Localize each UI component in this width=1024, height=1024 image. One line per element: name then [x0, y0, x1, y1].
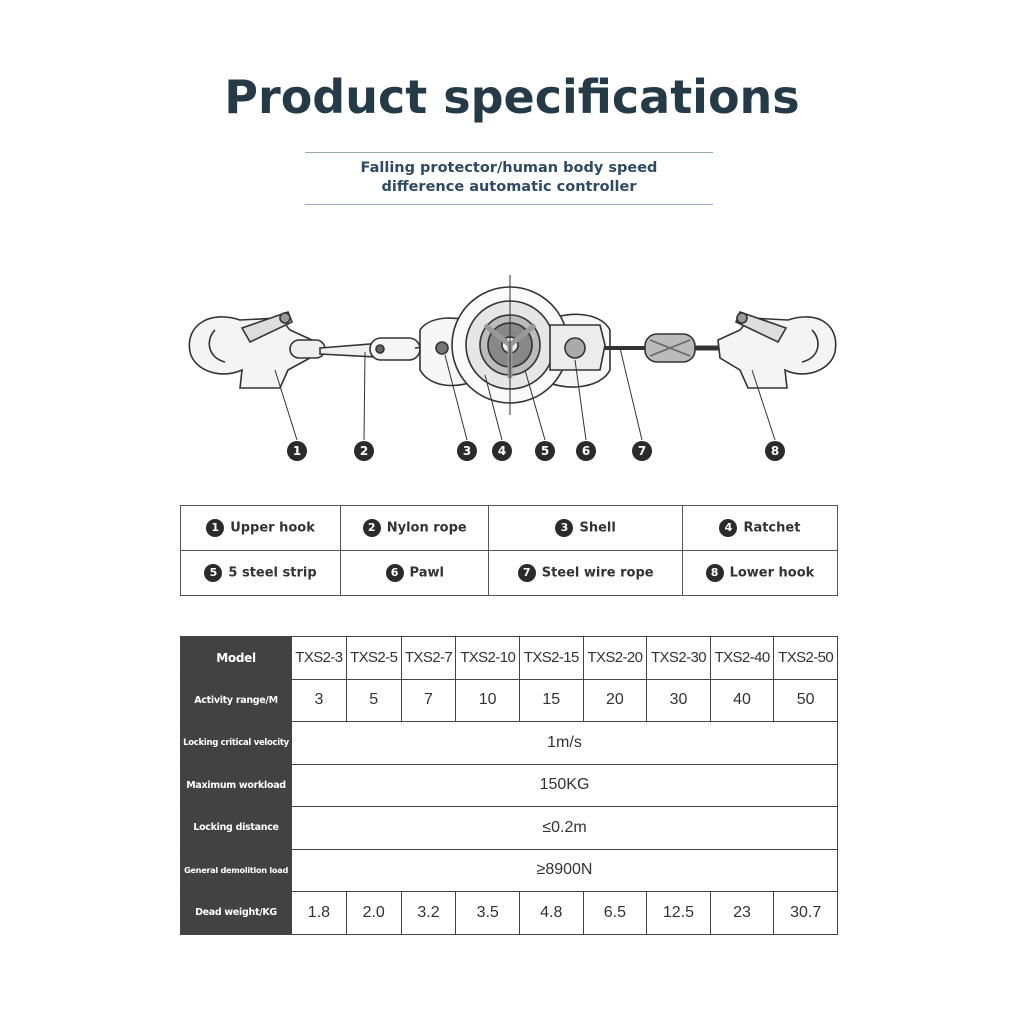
part-cell: [489, 506, 682, 551]
part-label: Ratchet: [743, 520, 801, 536]
diagram-number-2: 2: [354, 441, 374, 461]
diagram-number-1: 1: [287, 441, 307, 461]
part-number: 4: [719, 519, 737, 537]
diagram-number-6: 6: [576, 441, 596, 461]
range-cell: 10: [456, 679, 520, 722]
weight-cell: 30.7: [774, 892, 838, 935]
subtitle-box: [305, 152, 713, 205]
part-label: Nylon rope: [386, 520, 467, 536]
diagram-number-4: 4: [492, 441, 512, 461]
part-label: Pawl: [409, 565, 444, 581]
part-number: 3: [555, 519, 573, 537]
demolition-value: ≥8900N: [292, 849, 838, 892]
page-title: Product specifications: [224, 70, 800, 124]
specification-table: [180, 636, 838, 935]
range-cell: 3: [292, 679, 347, 722]
velocity-value: 1m/s: [292, 722, 838, 765]
part-cell: [181, 551, 341, 596]
weight-cell: 6.5: [583, 892, 647, 935]
weight-cell: 23: [710, 892, 774, 935]
weight-cell: 1.8: [292, 892, 347, 935]
table-row: [181, 764, 838, 807]
part-label: Steel wire rope: [541, 565, 654, 581]
part-cell: [682, 551, 837, 596]
diagram-number-3: 3: [457, 441, 477, 461]
subtitle-line-1: Falling protector/human body speed: [360, 160, 658, 176]
range-cell: 20: [583, 679, 647, 722]
weight-cell: 4.8: [519, 892, 583, 935]
diagram-number-8: 8: [765, 441, 785, 461]
row-header-activity-range: Activity range/M: [181, 679, 292, 722]
model-cell: TXS2-5: [346, 637, 401, 680]
row-header-maximum-workload: Maximum workload: [181, 764, 292, 807]
model-cell: TXS2-15: [519, 637, 583, 680]
model-cell: TXS2-20: [583, 637, 647, 680]
weight-cell: 3.2: [401, 892, 456, 935]
row-header-locking-velocity: Locking critical velocity: [181, 722, 292, 765]
product-diagram: [180, 270, 850, 470]
table-row: [181, 892, 838, 935]
part-cell: [489, 551, 682, 596]
table-row: [181, 679, 838, 722]
model-cell: TXS2-10: [456, 637, 520, 680]
model-cell: TXS2-40: [710, 637, 774, 680]
row-header-model: Model: [181, 637, 292, 680]
range-cell: 30: [647, 679, 711, 722]
model-cell: TXS2-50: [774, 637, 838, 680]
model-cell: TXS2-7: [401, 637, 456, 680]
table-row: [181, 637, 838, 680]
row-header-dead-weight: Dead weight/KG: [181, 892, 292, 935]
range-cell: 40: [710, 679, 774, 722]
weight-cell: 3.5: [456, 892, 520, 935]
model-cell: TXS2-30: [647, 637, 711, 680]
part-cell: [341, 551, 489, 596]
part-cell: [341, 506, 489, 551]
diagram-number-5: 5: [535, 441, 555, 461]
row-header-locking-distance: Locking distance: [181, 807, 292, 850]
weight-cell: 12.5: [647, 892, 711, 935]
row-header-demolition-load: General demolition load: [181, 849, 292, 892]
part-number: 5: [204, 564, 222, 582]
part-label: Lower hook: [729, 565, 815, 581]
range-cell: 15: [519, 679, 583, 722]
part-number: 1: [206, 519, 224, 537]
range-cell: 50: [774, 679, 838, 722]
range-cell: 7: [401, 679, 456, 722]
distance-value: ≤0.2m: [292, 807, 838, 850]
diagram-number-7: 7: [632, 441, 652, 461]
part-cell: [181, 506, 341, 551]
table-row: [181, 722, 838, 765]
table-row: [181, 807, 838, 850]
weight-cell: 2.0: [346, 892, 401, 935]
workload-value: 150KG: [292, 764, 838, 807]
part-number: 6: [386, 564, 404, 582]
part-cell: [682, 506, 837, 551]
model-cell: TXS2-3: [292, 637, 347, 680]
range-cell: 5: [346, 679, 401, 722]
part-label: Upper hook: [230, 520, 315, 536]
part-number: 7: [518, 564, 536, 582]
part-label: Shell: [579, 520, 616, 536]
part-label: 5 steel strip: [228, 565, 317, 581]
subtitle-line-2: difference automatic controller: [381, 179, 637, 195]
table-row: [181, 849, 838, 892]
part-number: 8: [706, 564, 724, 582]
part-number: 2: [363, 519, 381, 537]
parts-legend-table: [180, 505, 838, 596]
